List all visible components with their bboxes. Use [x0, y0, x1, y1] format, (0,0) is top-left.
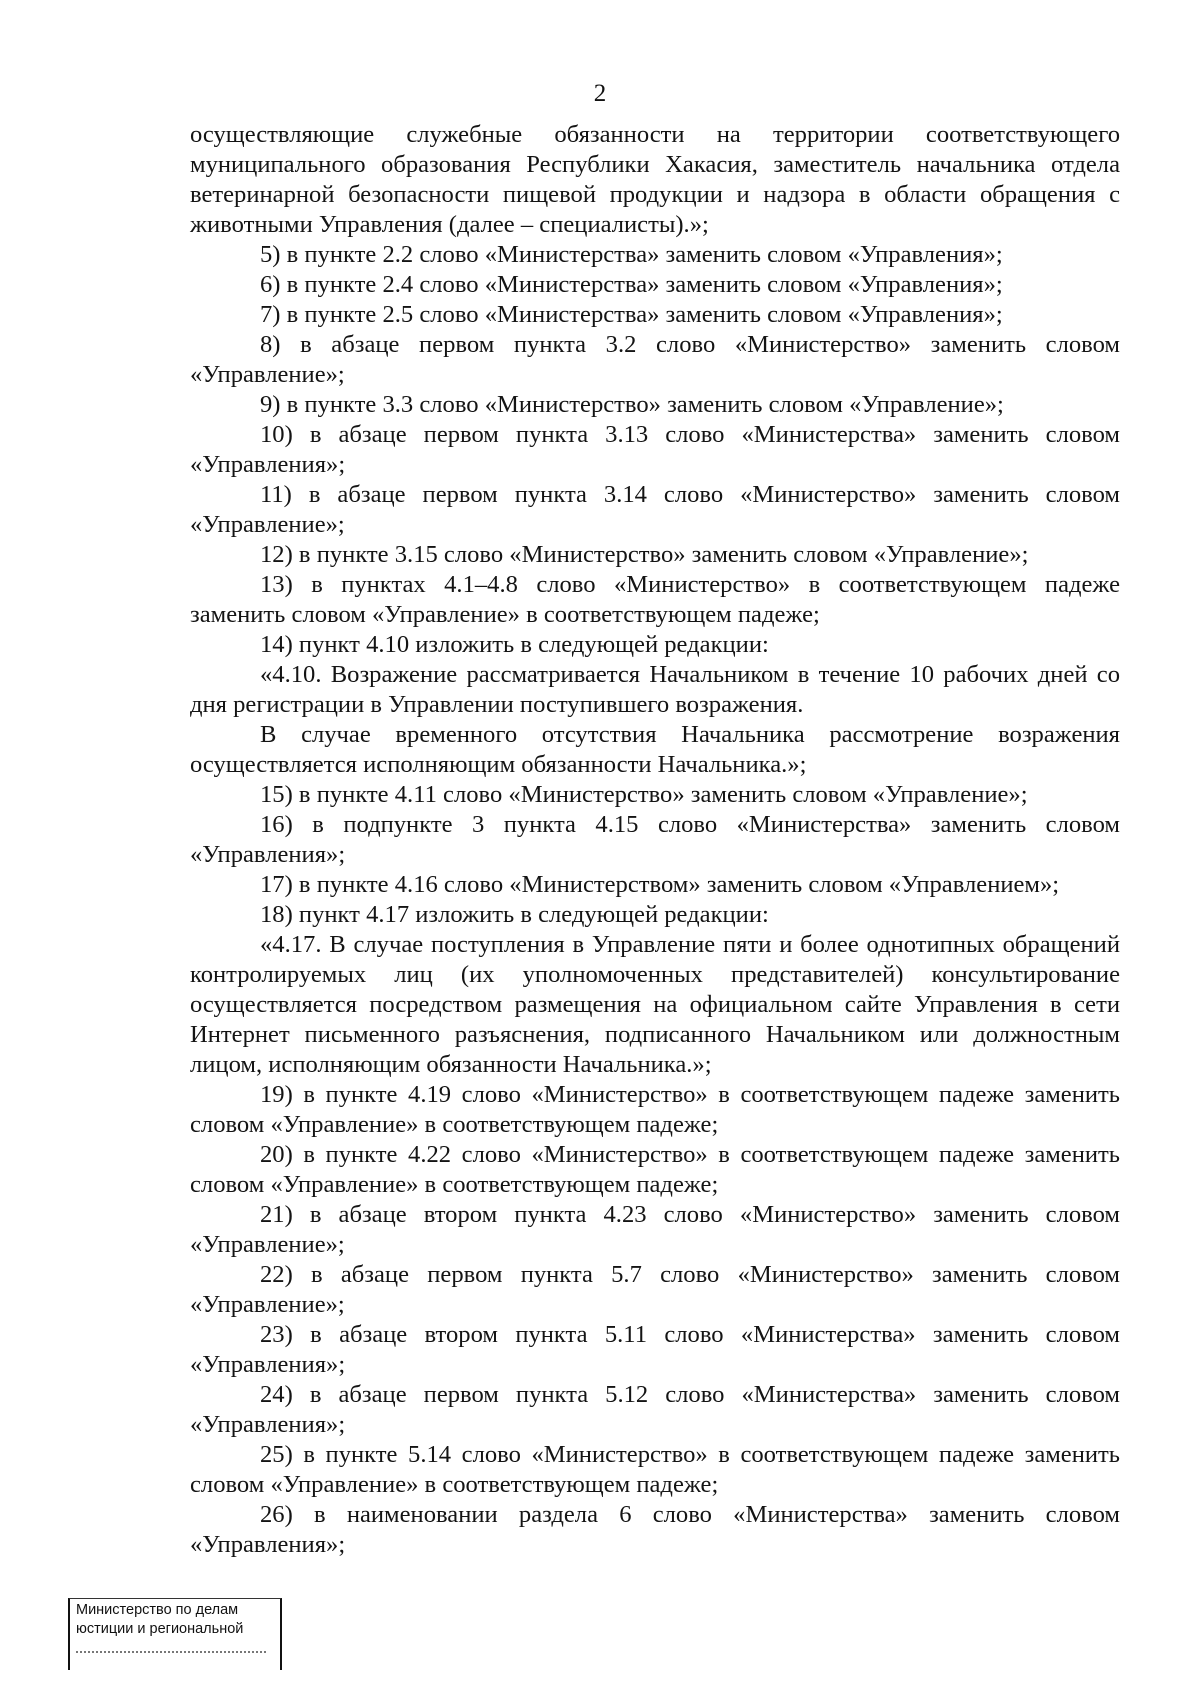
registration-stamp: [68, 1598, 282, 1670]
paragraph: В случае временного отсутствия Начальника рассмотрение возражения осуществляется исполняющим обязанности Начальника.»;: [190, 721, 1120, 778]
stamp-line-2: юстиции и региональной: [76, 1621, 244, 1637]
paragraph: 8) в абзаце первом пункта 3.2 слово «Министерство» заменить словом «Управление»;: [190, 331, 1120, 388]
stamp-faded-line: [76, 1645, 266, 1653]
paragraph: 25) в пункте 5.14 слово «Министерство» в соответствующем падеже заменить словом «Управление» в соответствующем падеже;: [190, 1441, 1120, 1498]
paragraph: 19) в пункте 4.19 слово «Министерство» в соответствующем падеже заменить словом «Управление» в соответствующем падеже;: [190, 1081, 1120, 1138]
paragraph: 15) в пункте 4.11 слово «Министерство» заменить словом «Управление»;: [260, 781, 1028, 808]
paragraph: 21) в абзаце втором пункта 4.23 слово «Министерство» заменить словом «Управление»;: [190, 1201, 1120, 1258]
paragraph: «4.10. Возражение рассматривается Начальником в течение 10 рабочих дней со дня регистрации в Управлении поступившего возражения.: [190, 661, 1120, 718]
paragraph: 22) в абзаце первом пункта 5.7 слово «Министерство» заменить словом «Управление»;: [190, 1261, 1120, 1318]
paragraph: 5) в пункте 2.2 слово «Министерства» заменить словом «Управления»;: [260, 241, 1003, 268]
paragraph: 14) пункт 4.10 изложить в следующей редакции:: [260, 631, 769, 658]
paragraph: 23) в абзаце втором пункта 5.11 слово «Министерства» заменить словом «Управления»;: [190, 1321, 1120, 1378]
paragraph: 20) в пункте 4.22 слово «Министерство» в соответствующем падеже заменить словом «Управление» в соответствующем падеже;: [190, 1141, 1120, 1198]
paragraph: 17) в пункте 4.16 слово «Министерством» заменить словом «Управлением»;: [260, 871, 1060, 898]
paragraph: осуществляющие служебные обязанности на территории соответствующего муниципального образования Республики Хакасия, заместитель начальника отдела ветеринарной безопасности пищевой продукции и надзора в области обращения с животными Управления (далее – специалисты).»;: [190, 121, 1120, 238]
paragraph: 11) в абзаце первом пункта 3.14 слово «Министерство» заменить словом «Управление»;: [190, 481, 1120, 538]
paragraph: 16) в подпункте 3 пункта 4.15 слово «Министерства» заменить словом «Управления»;: [190, 811, 1120, 868]
paragraph: 18) пункт 4.17 изложить в следующей редакции:: [260, 901, 769, 928]
paragraph: 13) в пунктах 4.1–4.8 слово «Министерство» в соответствующем падеже заменить словом «Управление» в соответствующем падеже;: [190, 571, 1120, 628]
paragraph: «4.17. В случае поступления в Управление пяти и более однотипных обращений контролируемых лиц (их уполномоченных представителей) консультирование осуществляется посредством размещения на официальном сайте Управления в сети Интернет письменного разъяснения, подписанного Начальником или должностным лицом, исполняющим обязанности Начальника.»;: [190, 931, 1120, 1078]
paragraph: 9) в пункте 3.3 слово «Министерство» заменить словом «Управление»;: [260, 391, 1004, 418]
paragraph: 7) в пункте 2.5 слово «Министерства» заменить словом «Управления»;: [260, 301, 1003, 328]
paragraph: 10) в абзаце первом пункта 3.13 слово «Министерства» заменить словом «Управления»;: [190, 421, 1120, 478]
stamp-line-1: Министерство по делам: [76, 1602, 239, 1618]
paragraph: 26) в наименовании раздела 6 слово «Министерства» заменить словом «Управления»;: [190, 1501, 1120, 1558]
document-body: [190, 120, 1120, 1560]
page-number: 2: [593, 80, 607, 107]
paragraph: 12) в пункте 3.15 слово «Министерство» заменить словом «Управление»;: [260, 541, 1029, 568]
paragraph: 6) в пункте 2.4 слово «Министерства» заменить словом «Управления»;: [260, 271, 1003, 298]
paragraph: 24) в абзаце первом пункта 5.12 слово «Министерства» заменить словом «Управления»;: [190, 1381, 1120, 1438]
